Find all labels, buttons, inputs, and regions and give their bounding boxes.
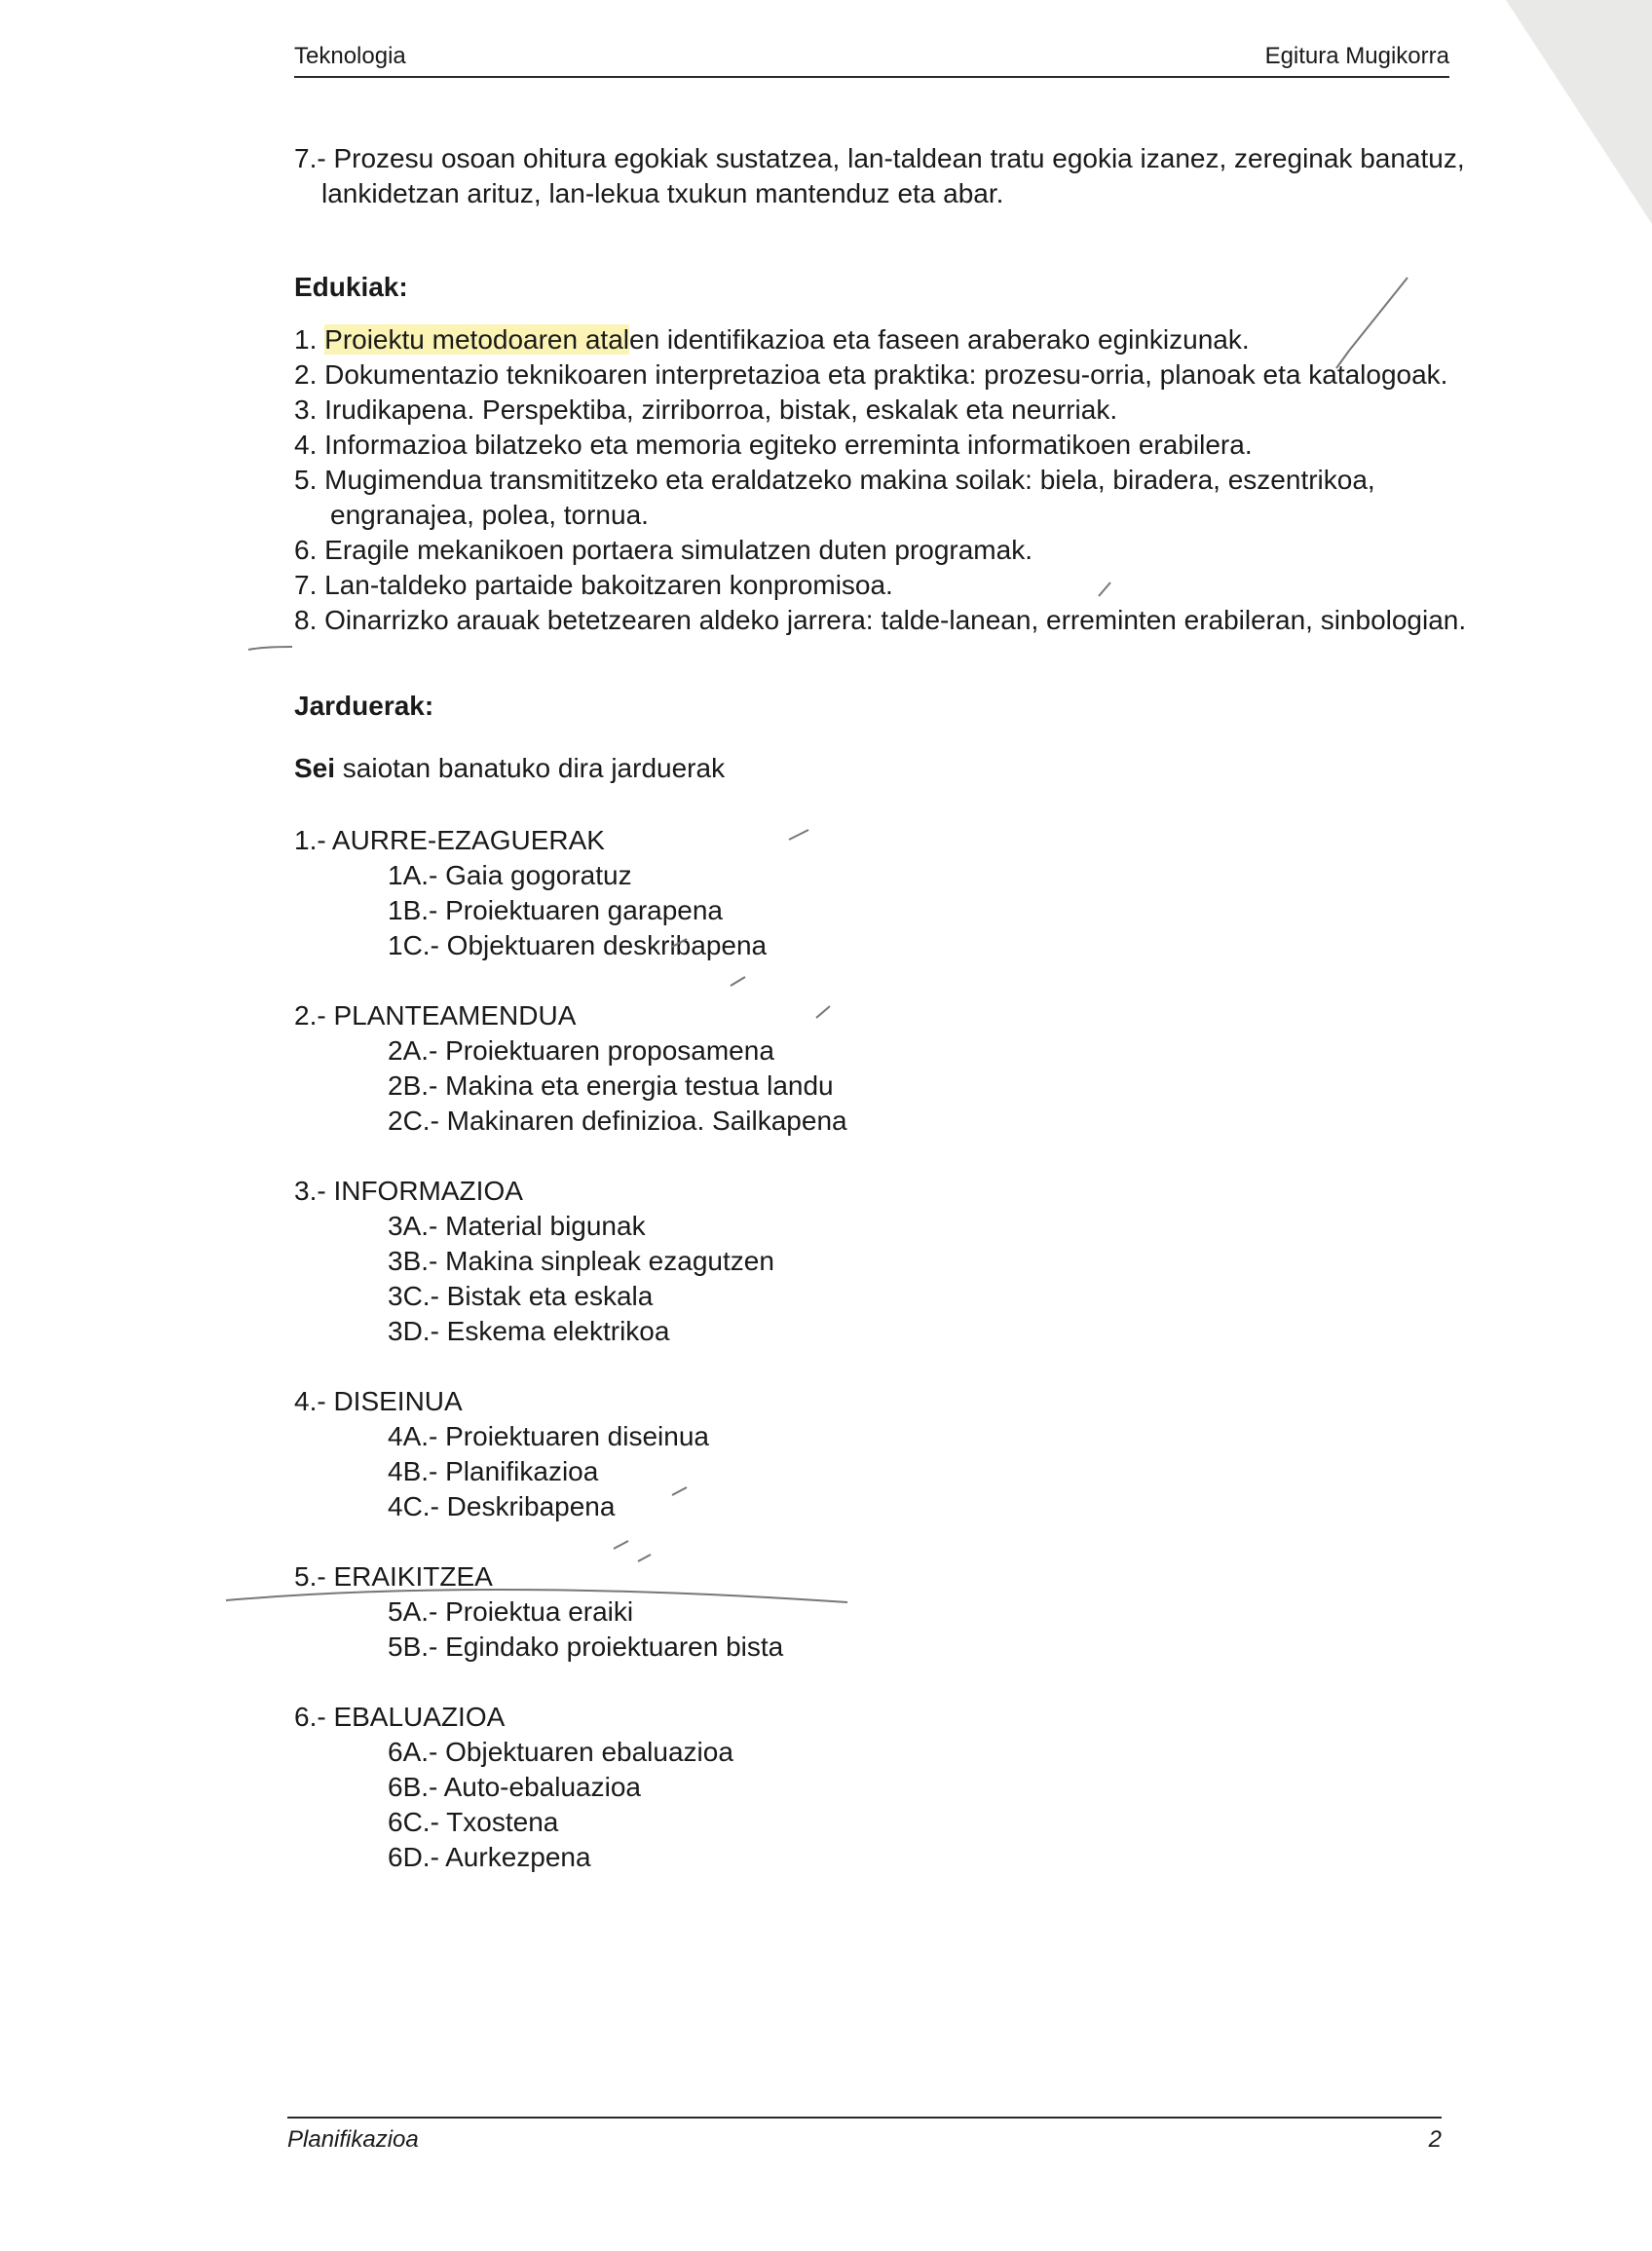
activity-group bbox=[294, 1174, 1502, 1349]
activity-list bbox=[294, 1033, 1502, 1139]
item-number: 5. bbox=[294, 465, 318, 495]
item-text: Dokumentazio teknikoaren interpretazioa eta praktika: prozesu-orria, planoak eta katalogoak. bbox=[324, 359, 1448, 390]
item-number: 8. bbox=[294, 605, 318, 635]
edukiak-item bbox=[294, 357, 1502, 393]
page-header bbox=[294, 39, 1449, 78]
activity-group bbox=[294, 1559, 1502, 1665]
activity-group-title: 4.- DISEINUA bbox=[294, 1386, 463, 1416]
edukiak-item bbox=[294, 393, 1502, 428]
activity-list bbox=[294, 1209, 1502, 1349]
item-text: Mugimendua transmititzeko eta eraldatzeko makina soilak: biela, biradera, eszentrikoa, engranajea, polea, tornua. bbox=[324, 465, 1375, 530]
item-text: Eragile mekanikoen portaera simulatzen duten programak. bbox=[324, 535, 1032, 565]
item-number: 2. bbox=[294, 359, 318, 390]
jarduerak-heading: Jarduerak: bbox=[294, 691, 434, 721]
activity-group-title: 1.- AURRE-EZAGUERAK bbox=[294, 825, 605, 855]
item-number: 1. bbox=[294, 324, 318, 355]
activity-group bbox=[294, 1700, 1502, 1875]
sessions-intro bbox=[294, 751, 1502, 786]
folded-corner bbox=[1506, 0, 1652, 224]
item-number: 4. bbox=[294, 430, 318, 460]
activity-item: 6C.- Txostena bbox=[388, 1807, 559, 1837]
activity-group-title: 6.- EBALUAZIOA bbox=[294, 1702, 506, 1732]
activity-list bbox=[294, 1594, 1502, 1665]
activity-group bbox=[294, 1384, 1502, 1524]
activity-item: 1B.- Proiektuaren garapena bbox=[388, 895, 723, 925]
item-text: en identifikazioa eta faseen araberako eginkizunak. bbox=[629, 324, 1250, 355]
edukiak-item bbox=[294, 603, 1502, 638]
activity-group bbox=[294, 998, 1502, 1139]
header-subject: Teknologia bbox=[294, 43, 406, 69]
activity-item: 1A.- Gaia gogoratuz bbox=[388, 860, 632, 890]
dash-mark bbox=[248, 647, 292, 650]
item-text: Oinarrizko arauak betetzearen aldeko jarrera: talde-lanean, erreminten erabileran, sinbologian. bbox=[324, 605, 1467, 635]
activity-item: 4A.- Proiektuaren diseinua bbox=[388, 1421, 709, 1451]
edukiak-item bbox=[294, 568, 1502, 603]
item-number: 3. bbox=[294, 394, 318, 425]
activity-list bbox=[294, 1419, 1502, 1524]
item-text: Irudikapena. Perspektiba, zirriborroa, bistak, eskalak eta neurriak. bbox=[324, 394, 1118, 425]
activity-list bbox=[294, 1735, 1502, 1875]
activity-item: 6B.- Auto-ebaluazioa bbox=[388, 1772, 641, 1802]
item-number: 6. bbox=[294, 535, 318, 565]
sessions-text: saiotan banatuko dira jarduerak bbox=[335, 753, 726, 783]
page-footer bbox=[287, 2117, 1442, 2153]
activity-item: 2A.- Proiektuaren proposamena bbox=[388, 1035, 774, 1066]
highlighted-text: Proiektu metodoaren atal bbox=[324, 324, 629, 355]
activity-item: 4B.- Planifikazioa bbox=[388, 1456, 599, 1486]
item-number: 7. bbox=[294, 570, 318, 600]
sessions-count: Sei bbox=[294, 753, 336, 783]
edukiak-item bbox=[294, 463, 1502, 533]
item-text: Lan-taldeko partaide bakoitzaren konpromisoa. bbox=[324, 570, 893, 600]
header-topic: Egitura Mugikorra bbox=[1264, 43, 1449, 69]
activity-list bbox=[294, 858, 1502, 963]
activity-item: 3C.- Bistak eta eskala bbox=[388, 1281, 654, 1311]
activity-item: 5B.- Egindako proiektuaren bista bbox=[388, 1632, 784, 1662]
edukiak-item bbox=[294, 428, 1502, 463]
item-text: Informazioa bilatzeko eta memoria egiteko erreminta informatikoen erabilera. bbox=[324, 430, 1253, 460]
activity-item: 3D.- Eskema elektrikoa bbox=[388, 1316, 670, 1346]
edukiak-heading: Edukiak: bbox=[294, 272, 408, 302]
page-content bbox=[294, 141, 1502, 1910]
activity-group-title: 2.- PLANTEAMENDUA bbox=[294, 1000, 577, 1031]
activity-item: 2B.- Makina eta energia testua landu bbox=[388, 1070, 834, 1101]
activity-item: 3A.- Material bigunak bbox=[388, 1211, 646, 1241]
edukiak-item bbox=[294, 533, 1502, 568]
activity-item: 1C.- Objektuaren deskribapena bbox=[388, 930, 768, 960]
activity-item: 2C.- Makinaren definizioa. Sailkapena bbox=[388, 1106, 847, 1136]
activity-group bbox=[294, 823, 1502, 963]
page-number: 2 bbox=[1428, 2126, 1442, 2153]
activity-item: 6A.- Objektuaren ebaluazioa bbox=[388, 1737, 733, 1767]
activity-groups bbox=[294, 823, 1502, 1875]
activity-item: 5A.- Proiektua eraiki bbox=[388, 1596, 634, 1627]
footer-title: Planifikazioa bbox=[287, 2126, 419, 2153]
activity-item: 4C.- Deskribapena bbox=[388, 1491, 616, 1521]
edukiak-list bbox=[294, 322, 1502, 638]
activity-group-title: 3.- INFORMAZIOA bbox=[294, 1176, 523, 1206]
intro-objective: 7.- Prozesu osoan ohitura egokiak sustatzea, lan-taldean tratu egokia izanez, zereginak banatuz, lankidetzan arituz, lan-lekua txukun mantenduz eta abar. bbox=[294, 143, 1465, 208]
edukiak-item bbox=[294, 322, 1502, 357]
activity-item: 3B.- Makina sinpleak ezagutzen bbox=[388, 1246, 774, 1276]
activity-item: 6D.- Aurkezpena bbox=[388, 1842, 591, 1872]
activity-group-title: 5.- ERAIKITZEA bbox=[294, 1561, 493, 1592]
